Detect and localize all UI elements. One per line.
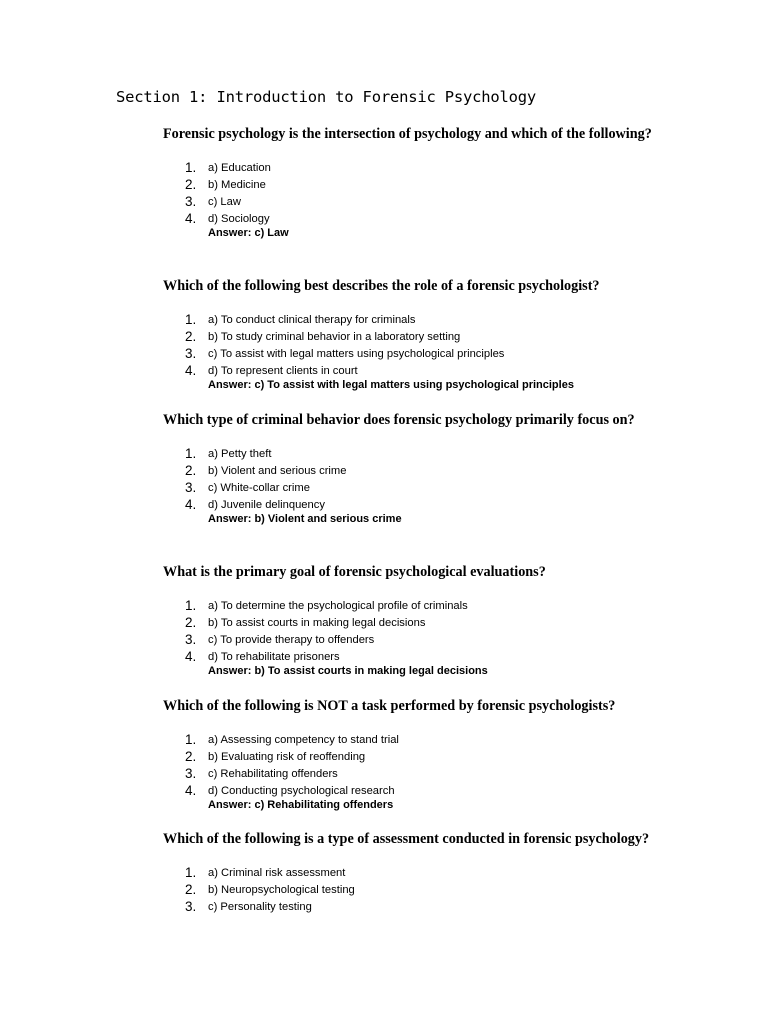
question-text: What is the primary goal of forensic psychological evaluations? <box>163 564 546 580</box>
option-item <box>163 329 663 346</box>
option-item <box>163 480 663 497</box>
option-number: 3. <box>185 766 197 781</box>
option-label: b) Medicine <box>208 179 266 191</box>
option-item <box>163 749 663 766</box>
option-number: 1. <box>185 598 197 613</box>
option-item <box>163 899 663 916</box>
option-item <box>163 211 663 228</box>
option-number: 4. <box>185 649 197 664</box>
option-item <box>163 177 663 194</box>
option-label: b) Neuropsychological testing <box>208 884 355 896</box>
answer-text: Answer: c) To assist with legal matters using psychological principles <box>208 379 574 391</box>
option-number: 2. <box>185 882 197 897</box>
option-label: a) Assessing competency to stand trial <box>208 734 399 746</box>
option-label: a) To determine the psychological profile of criminals <box>208 600 468 612</box>
option-label: c) Rehabilitating offenders <box>208 768 338 780</box>
option-item <box>163 463 663 480</box>
option-label: a) Criminal risk assessment <box>208 867 346 879</box>
option-item <box>163 882 663 899</box>
option-item <box>163 446 663 463</box>
option-item <box>163 615 663 632</box>
option-label: a) Education <box>208 162 271 174</box>
option-item <box>163 363 663 380</box>
option-label: c) To provide therapy to offenders <box>208 634 375 646</box>
option-number: 1. <box>185 446 197 461</box>
option-number: 3. <box>185 899 197 914</box>
option-number: 3. <box>185 194 197 209</box>
question-block <box>163 411 663 526</box>
options-list <box>163 446 663 514</box>
option-item <box>163 312 663 329</box>
question-block <box>163 277 663 392</box>
options-list <box>163 312 663 380</box>
option-label: d) To rehabilitate prisoners <box>208 651 340 663</box>
option-number: 3. <box>185 480 197 495</box>
option-label: a) Petty theft <box>208 448 272 460</box>
option-label: a) To conduct clinical therapy for criminals <box>208 314 416 326</box>
option-item <box>163 497 663 514</box>
option-label: b) To assist courts in making legal decisions <box>208 617 426 629</box>
option-item <box>163 598 663 615</box>
option-number: 3. <box>185 346 197 361</box>
option-number: 2. <box>185 749 197 764</box>
option-item <box>163 649 663 666</box>
option-label: d) To represent clients in court <box>208 365 358 377</box>
option-item <box>163 766 663 783</box>
option-number: 4. <box>185 363 197 378</box>
option-label: d) Juvenile delinquency <box>208 499 325 511</box>
answer-text: Answer: c) Rehabilitating offenders <box>208 799 394 811</box>
question-text: Which of the following best describes the role of a forensic psychologist? <box>163 278 600 294</box>
question-text: Which of the following is NOT a task performed by forensic psychologists? <box>163 698 616 714</box>
question-block <box>163 125 663 240</box>
option-number: 2. <box>185 615 197 630</box>
option-number: 3. <box>185 632 197 647</box>
option-number: 4. <box>185 497 197 512</box>
option-label: c) To assist with legal matters using psychological principles <box>208 348 505 360</box>
question-text: Forensic psychology is the intersection of psychology and which of the following? <box>163 126 652 142</box>
option-label: b) Violent and serious crime <box>208 465 347 477</box>
option-item <box>163 160 663 177</box>
options-list <box>163 732 663 800</box>
option-number: 2. <box>185 329 197 344</box>
option-number: 2. <box>185 177 197 192</box>
answer-text: Answer: c) Law <box>208 227 289 239</box>
option-item <box>163 732 663 749</box>
option-label: c) Personality testing <box>208 901 312 913</box>
answer-text: Answer: b) Violent and serious crime <box>208 513 402 525</box>
question-block <box>163 697 663 812</box>
option-item <box>163 783 663 800</box>
option-label: c) White-collar crime <box>208 482 310 494</box>
option-number: 4. <box>185 211 197 226</box>
option-item <box>163 346 663 363</box>
option-item <box>163 865 663 882</box>
question-text: Which type of criminal behavior does forensic psychology primarily focus on? <box>163 412 635 428</box>
section-title: Section 1: Introduction to Forensic Psychology <box>116 88 537 106</box>
question-block <box>163 563 663 678</box>
option-label: b) Evaluating risk of reoffending <box>208 751 366 763</box>
option-number: 1. <box>185 160 197 175</box>
options-list <box>163 160 663 228</box>
option-number: 1. <box>185 865 197 880</box>
options-list <box>163 865 663 916</box>
option-item <box>163 632 663 649</box>
option-label: d) Sociology <box>208 213 270 225</box>
question-text: Which of the following is a type of assessment conducted in forensic psychology? <box>163 831 650 847</box>
option-label: d) Conducting psychological research <box>208 785 395 797</box>
question-block <box>163 830 663 916</box>
option-item <box>163 194 663 211</box>
answer-text: Answer: b) To assist courts in making legal decisions <box>208 665 488 677</box>
option-number: 1. <box>185 732 197 747</box>
option-label: c) Law <box>208 196 241 208</box>
option-number: 4. <box>185 783 197 798</box>
option-number: 2. <box>185 463 197 478</box>
option-number: 1. <box>185 312 197 327</box>
options-list <box>163 598 663 666</box>
option-label: b) To study criminal behavior in a laboratory setting <box>208 331 461 343</box>
